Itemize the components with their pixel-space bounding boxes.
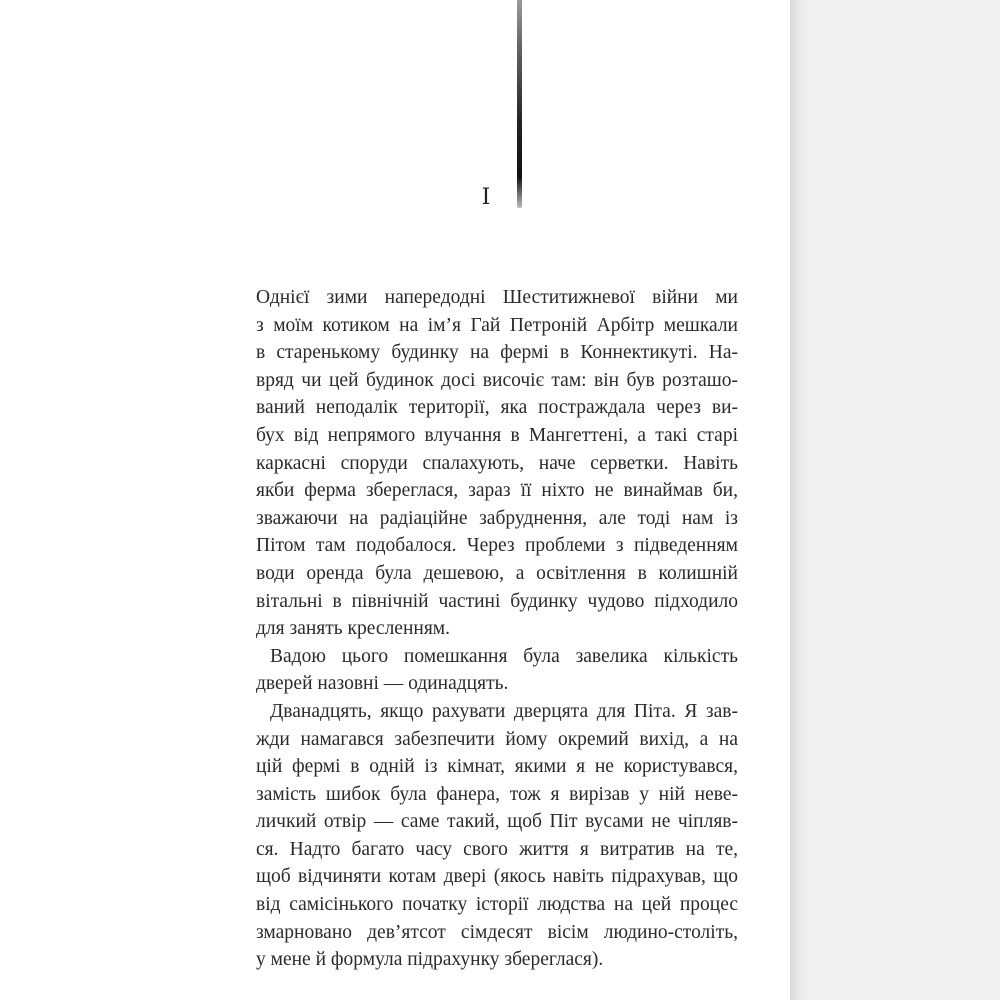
text-line: Однієї зими напередодні Шеститижневої війни ми: [256, 287, 738, 308]
text-line: личкий отвір — саме такий, щоб Піт вусами не чіпляв-: [256, 811, 738, 833]
text-line: якби ферма збереглася, зараз її ніхто не винаймав би,: [256, 480, 738, 502]
text-line: вряд чи цей будинок досі височіє там: він був розташо-: [256, 369, 738, 391]
chapter-body: [256, 284, 738, 974]
text-line: щоб відчиняти котам двері (якось навіть підрахував, що: [256, 866, 738, 888]
text-line: замість шибок була фанера, тож я вирізав у ній неве-: [256, 783, 738, 805]
text-line: ся. Надто багато часу свого життя я витратив на те,: [256, 838, 738, 860]
text-line: жди намагався забезпечити йому окремий вихід, а на: [256, 728, 738, 750]
text-line: ваний неподалік території, яка постраждала через ви-: [256, 397, 738, 419]
text-line: у мене й формула підрахунку збереглася).: [256, 949, 604, 971]
text-line: Вадою цього помешкання була завелика кількість: [270, 645, 738, 667]
text-line: змарновано дев’ятсот сімдесят вісім людино-століть,: [256, 921, 738, 943]
text-line: бух від непрямого влучання в Мангеттені, а такі старі: [256, 424, 738, 446]
chapter-number: I: [481, 185, 491, 210]
text-line: для занять кресленням.: [256, 618, 451, 640]
text-line: Пітом там подобалося. Через проблеми з підведенням: [256, 535, 738, 557]
page-gutter-shadow: [790, 0, 1000, 1000]
text-line: зважаючи на радіаційне забруднення, але тоді нам із: [256, 507, 738, 529]
text-line: дверей назовні — одинадцять.: [256, 673, 509, 695]
text-line: каркасні споруди спалахують, наче серветки. Навіть: [256, 452, 738, 474]
text-line: в старенькому будинку на фермі в Коннектикуті. На-: [256, 342, 738, 364]
text-line: від самісінького початку історії людства на цей процес: [256, 894, 738, 916]
text-line: цій фермі в одній із кімнат, якими я не користувався,: [256, 756, 738, 778]
chapter-bookmark-line: [517, 0, 522, 208]
text-line: води оренда була дешевою, а освітлення в колишній: [256, 562, 738, 584]
text-line: вітальні в північній частині будинку чудово підходило: [256, 590, 738, 612]
text-line: з моїм котиком на ім’я Гай Петроній Арбітр мешкали: [256, 314, 738, 336]
text-line: Дванадцять, якщо рахувати дверцята для Піта. Я зав-: [270, 700, 738, 722]
